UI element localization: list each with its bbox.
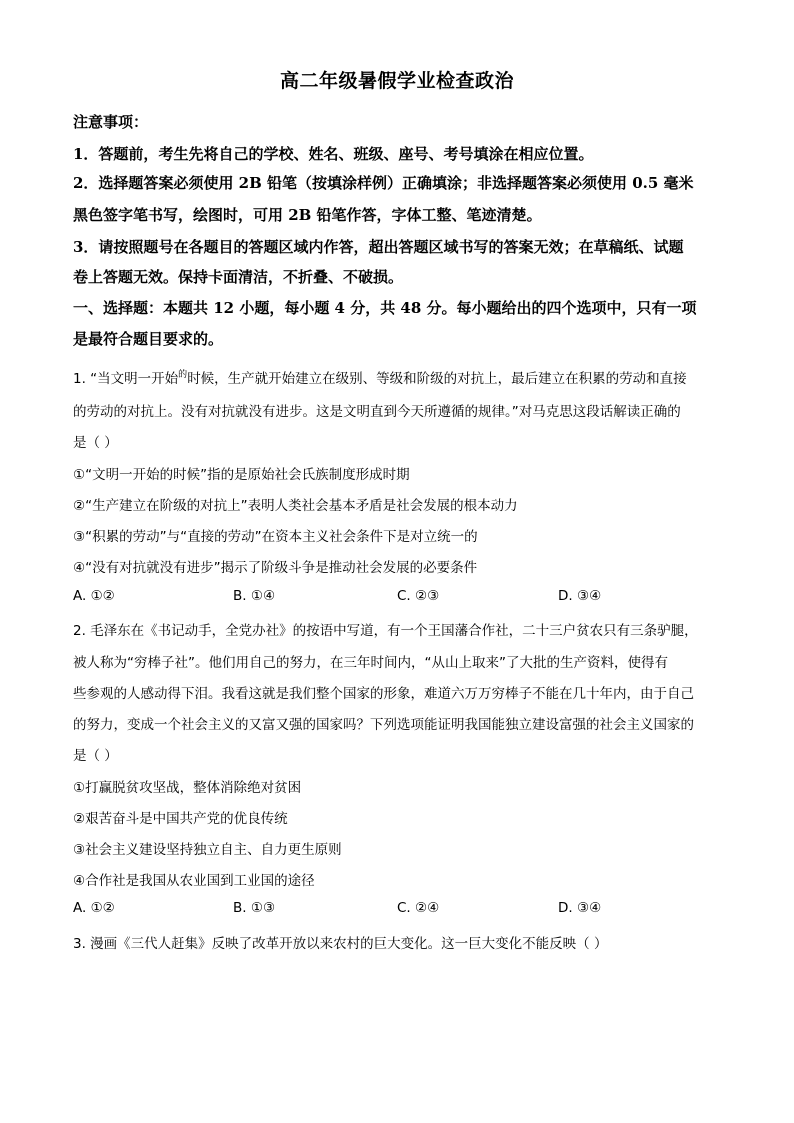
q1-stem-line-1-start: 1. “当文明一开始	[73, 371, 179, 387]
q1-statement-2: ②“生产建立在阶级的对抗上”表明人类社会基本矛盾是社会发展的根本动力	[73, 498, 518, 514]
q1-option-c: C. ②③	[397, 588, 440, 604]
q1-stem-superscript: 的	[178, 370, 188, 380]
q2-statement-3: ③社会主义建设坚持独立自主、自力更生原则	[73, 842, 342, 858]
notice-item-3-line-1: 3．请按照题号在各题目的答题区域内作答，超出答题区域书写的答案无效；在草稿纸、试题	[73, 238, 684, 256]
section-heading-line-1: 一、选择题：本题共 12 小题，每小题 4 分，共 48 分。每小题给出的四个选项中，只有一项	[73, 299, 697, 317]
section-heading-line-2: 是最符合题目要求的。	[73, 330, 224, 348]
q2-stem-line-1: 2. 毛泽东在《书记动手，全党办社》的按语中写道，有一个王国藩合作社，二十三户贫农只有三条驴腿，	[73, 623, 698, 639]
q2-statement-4: ④合作社是我国从农业国到工业国的途径	[73, 873, 315, 889]
q1-stem-line-2: 的劳动的对抗上。没有对抗就没有进步。这是文明直到今天所遵循的规律。”对马克思这段话解读正确的	[73, 404, 681, 420]
q1-stem-line-1	[73, 367, 687, 387]
q1-statement-3: ③“积累的劳动”与“直接的劳动”在资本主义社会条件下是对立统一的	[73, 529, 478, 545]
q1-statement-4: ④“没有对抗就没有进步”揭示了阶级斗争是推动社会发展的必要条件	[73, 560, 478, 576]
notice-item-2-line-1: 2．选择题答案必须使用 2B 铅笔（按填涂样例）正确填涂；非选择题答案必须使用 0.5 毫米	[73, 174, 694, 192]
notice-item-2-line-2: 黑色签字笔书写，绘图时，可用 2B 铅笔作答，字体工整、笔迹清楚。	[73, 206, 542, 224]
q1-option-b: B. ①④	[233, 588, 276, 604]
q1-stem-line-3: 是（ ）	[73, 435, 118, 451]
q2-option-d: D. ③④	[558, 900, 602, 916]
q3-stem-line-1: 3. 漫画《三代人赶集》反映了改革开放以来农村的巨大变化。这一巨大变化不能反映（ ）	[73, 936, 608, 952]
q1-option-a: A. ①②	[73, 588, 115, 604]
notice-heading: 注意事项：	[73, 113, 149, 131]
q2-stem-line-3: 些参观的人感动得下泪。我看这就是我们整个国家的形象，难道六万万穷棒子不能在几十年内，由于自己	[73, 686, 694, 702]
q2-stem-line-5: 是（ ）	[73, 748, 118, 764]
q2-stem-line-4: 的努力，变成一个社会主义的又富又强的国家吗？下列选项能证明我国能独立建设富强的社会主义国家的	[73, 717, 694, 733]
notice-item-1: 1．答题前，考生先将自己的学校、姓名、班级、座号、考号填涂在相应位置。	[73, 145, 594, 163]
q2-option-a: A. ①②	[73, 900, 115, 916]
notice-item-3-line-2: 卷上答题无效。保持卡面清洁，不折叠、不破损。	[73, 268, 404, 286]
q2-statement-2: ②艰苦奋斗是中国共产党的优良传统	[73, 811, 288, 827]
q1-statement-1: ①“文明一开始的时候”指的是原始社会氏族制度形成时期	[73, 467, 410, 483]
q2-option-b: B. ①③	[233, 900, 276, 916]
q2-option-c: C. ②④	[397, 900, 440, 916]
q1-option-d: D. ③④	[558, 588, 602, 604]
page-title: 高二年级暑假学业检查政治	[279, 70, 514, 92]
q1-stem-line-1-end: 时候，生产就开始建立在级别、等级和阶级的对抗上，最后建立在积累的劳动和直接	[187, 371, 687, 387]
q2-stem-line-2: 被人称为“穷棒子社”。他们用自己的努力，在三年时间内，“从山上取来”了大批的生产资料，使得有	[73, 655, 668, 671]
q2-statement-1: ①打赢脱贫攻坚战，整体消除绝对贫困	[73, 780, 302, 796]
